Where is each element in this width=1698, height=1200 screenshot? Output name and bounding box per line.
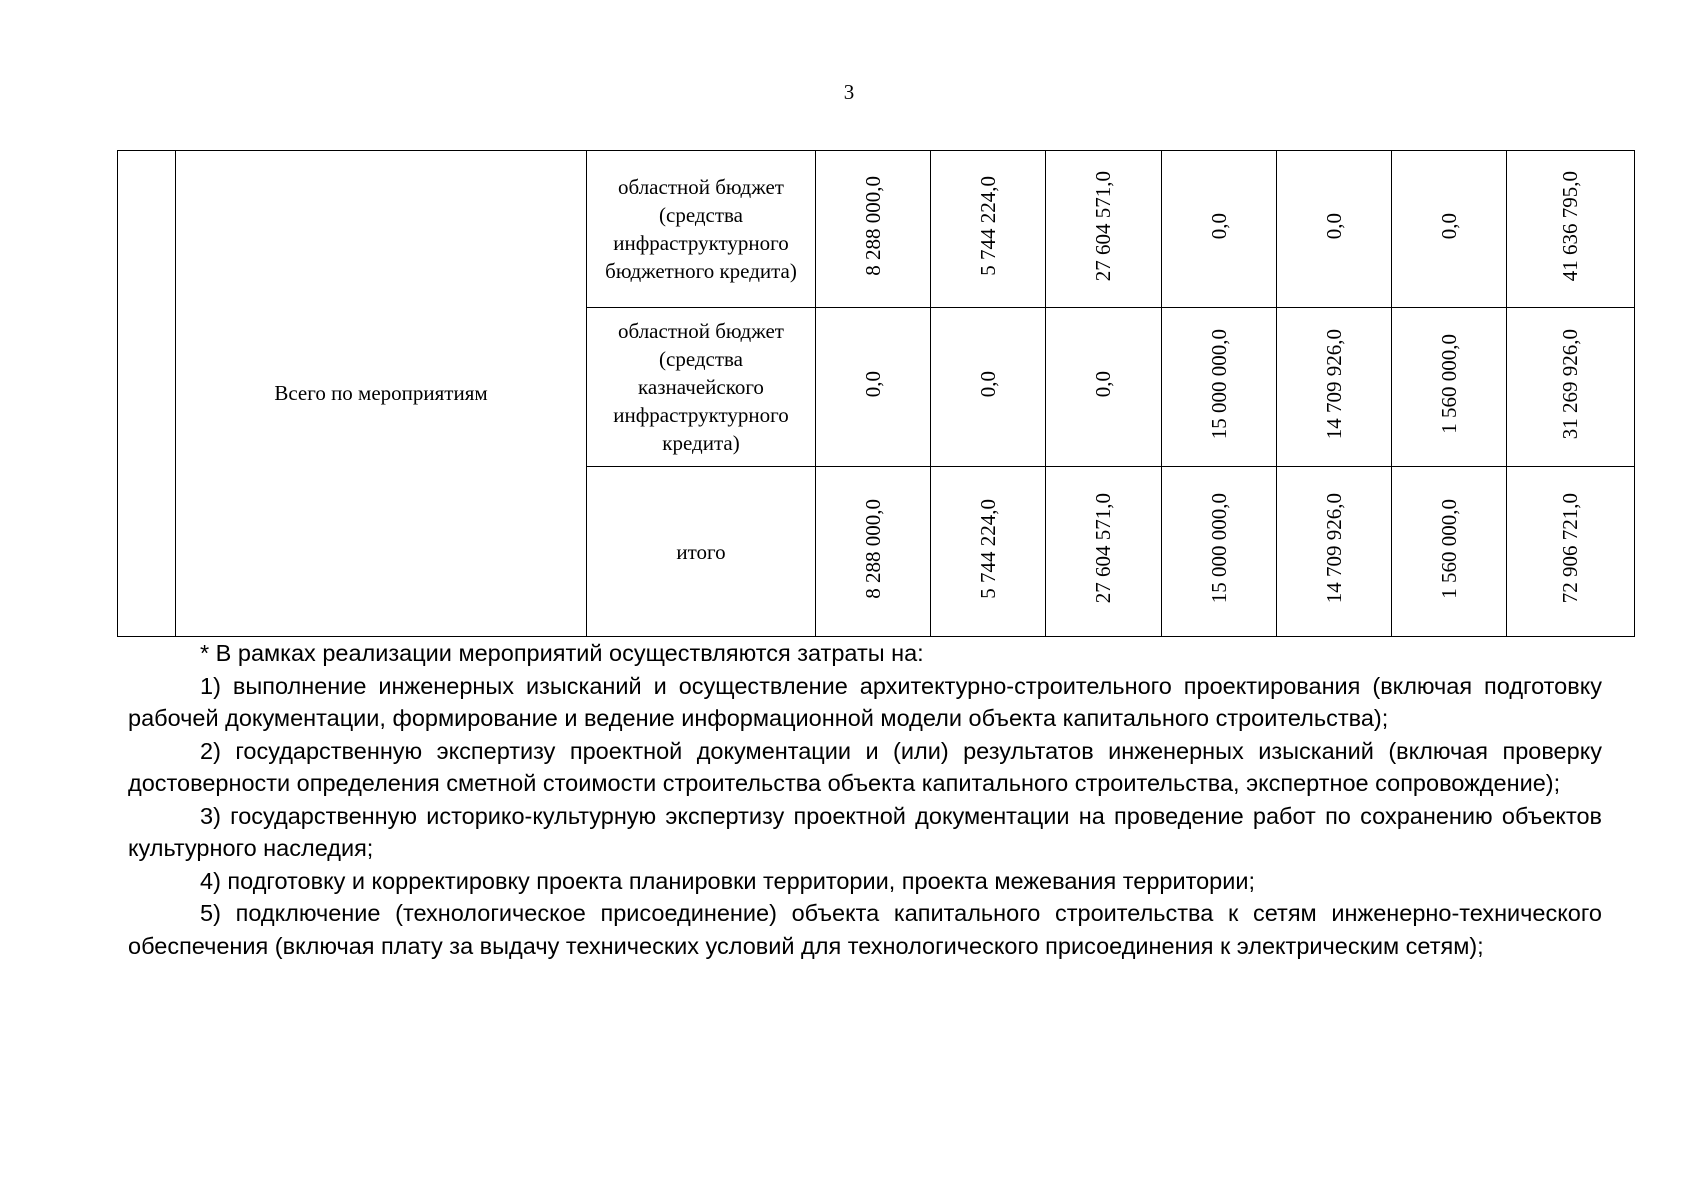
value-cell <box>1046 467 1162 637</box>
value-cell <box>1162 467 1277 637</box>
total-value-cell <box>1507 308 1635 467</box>
footnote-intro: * В рамках реализации мероприятий осуществляются затраты на: <box>200 640 924 666</box>
value-text: 0,0 <box>975 370 1000 398</box>
value-cell <box>816 308 931 467</box>
funding-source-cell: областной бюджет (средства казначейского инфраструктурного кредита) <box>587 308 816 467</box>
value-cell <box>1277 308 1392 467</box>
value-text: 14 709 926,0 <box>1321 493 1346 604</box>
value-cell <box>1162 151 1277 308</box>
value-cell <box>1046 151 1162 308</box>
funding-source-cell: итого <box>587 467 816 637</box>
value-text: 8 288 000,0 <box>860 176 885 276</box>
funding-source-cell: областной бюджет (средства инфраструктурного бюджетного кредита) <box>587 151 816 308</box>
value-cell <box>1392 151 1507 308</box>
table-row <box>118 151 1635 308</box>
value-cell <box>1392 308 1507 467</box>
footnote-item: 4) подготовку и корректировку проекта планировки территории, проекта межевания территории; <box>200 867 1256 894</box>
value-text: 15 000 000,0 <box>1206 493 1231 604</box>
footnote-item: 1) выполнение инженерных изысканий и осуществление архитектурно-строительного проектирования (включая подготовку рабочей документации, формирование и ведение информационной модели объекта капитального строительства); <box>128 672 1602 731</box>
value-cell <box>1046 308 1162 467</box>
value-text: 15 000 000,0 <box>1206 328 1231 440</box>
group-label-cell: Всего по мероприятиям <box>176 151 587 637</box>
value-cell <box>1277 467 1392 637</box>
value-text: 27 604 571,0 <box>1091 493 1115 604</box>
total-value-cell <box>1507 467 1635 637</box>
value-cell <box>1392 467 1507 637</box>
value-text: 0,0 <box>1206 212 1231 240</box>
value-text: 5 744 224,0 <box>975 176 1000 276</box>
value-text: 8 288 000,0 <box>860 498 885 599</box>
page-number: 3 <box>843 80 855 104</box>
footnotes <box>128 637 1602 962</box>
footnote-item: 3) государственную историко-культурную экспертизу проектной документации на проведение работ по сохранению объектов культурного наследия; <box>128 802 1602 861</box>
footnote-item: 5) подключение (технологическое присоединение) объекта капитального строительства к сетям инженерно-технического обеспечения (включая плату за выдачу технических условий для технологического присоединения к электрическим сетям); <box>128 900 1602 959</box>
value-cell <box>931 308 1046 467</box>
value-text: 0,0 <box>1091 370 1115 398</box>
total-value-cell <box>1507 151 1635 308</box>
value-text: 31 269 926,0 <box>1558 328 1582 440</box>
value-text: 0,0 <box>1436 212 1461 240</box>
value-text: 41 636 795,0 <box>1558 170 1582 282</box>
value-cell <box>1277 151 1392 308</box>
value-text: 5 744 224,0 <box>975 498 1000 599</box>
empty-number-cell <box>118 151 176 637</box>
value-text: 72 906 721,0 <box>1558 493 1582 604</box>
value-cell <box>816 467 931 637</box>
budget-table <box>117 150 1635 637</box>
value-text: 0,0 <box>1321 212 1346 240</box>
value-cell <box>816 151 931 308</box>
value-cell <box>1162 308 1277 467</box>
value-cell <box>931 467 1046 637</box>
value-text: 0,0 <box>860 370 885 398</box>
value-text: 1 560 000,0 <box>1436 498 1461 599</box>
value-text: 1 560 000,0 <box>1436 334 1461 434</box>
value-cell <box>931 151 1046 308</box>
value-text: 14 709 926,0 <box>1321 328 1346 440</box>
footnote-item: 2) государственную экспертизу проектной документации и (или) результатов инженерных изысканий (включая проверку достоверности определения сметной стоимости строительства объекта капитального строительства, экспертное сопровождение); <box>128 737 1602 796</box>
value-text: 27 604 571,0 <box>1091 170 1115 282</box>
